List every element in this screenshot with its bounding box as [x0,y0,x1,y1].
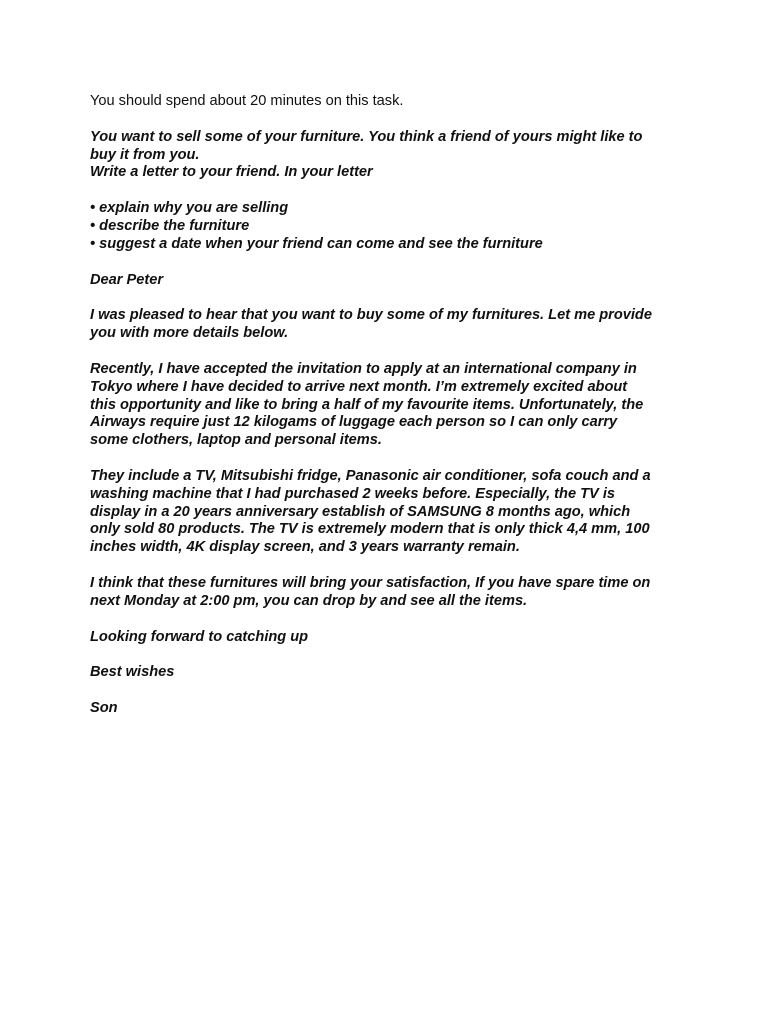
paragraph-line: display in a 20 years anniversary establish of SAMSUNG 8 months ago, which [90,503,631,520]
task-prompt [90,129,690,182]
paragraph-line: They include a TV, Mitsubishi fridge, Panasonic air conditioner, sofa couch and a [90,467,651,484]
paragraph-line: some clothers, laptop and personal items. [90,432,382,449]
salutation-line: Dear Peter [90,271,164,288]
paragraph-line: inches width, 4K display screen, and 3 years warranty remain. [90,539,520,556]
paragraph-line: Airways require just 12 kilogams of luggage each person so I can only carry [90,414,618,431]
task-line: Write a letter to your friend. In your letter [90,164,373,181]
paragraph-line: this opportunity and like to bring a half of my favourite items. Unfortunately, the [90,396,644,413]
letter-paragraph-4 [90,575,690,611]
signature-line: Son [90,700,118,717]
letter-paragraph-2 [90,361,690,450]
sign-off-line: Best wishes [90,664,175,681]
letter-signature [90,700,690,718]
task-bullet-list [90,200,690,253]
bullet-item: • suggest a date when your friend can come and see the furniture [90,235,543,252]
letter-paragraph-1 [90,307,690,343]
document-page [90,93,690,736]
letter-salutation [90,272,690,290]
task-line: You want to sell some of your furniture. You think a friend of yours might like to [90,128,643,145]
closing-line: Looking forward to catching up [90,628,309,645]
paragraph-line: only sold 80 products. The TV is extremely modern that is only thick 4,4 mm, 100 [90,521,650,538]
paragraph-line: Recently, I have accepted the invitation to apply at an international company in [90,360,637,377]
letter-sign-off [90,664,690,682]
paragraph-line: washing machine that I had purchased 2 weeks before. Especially, the TV is [90,485,616,502]
instruction-text [90,93,690,111]
paragraph-line: I was pleased to hear that you want to buy some of my furnitures. Let me provide [90,307,652,324]
letter-paragraph-3 [90,468,690,557]
paragraph-line: next Monday at 2:00 pm, you can drop by and see all the items. [90,592,528,609]
paragraph-line: Tokyo where I have decided to arrive next month. I’m extremely excited about [90,378,628,395]
letter-closing-line [90,629,690,647]
bullet-item: • explain why you are selling [90,200,289,217]
paragraph-line: you with more details below. [90,325,289,342]
task-line: buy it from you. [90,146,200,163]
instruction-line: You should spend about 20 minutes on this task. [90,93,404,109]
bullet-item: • describe the furniture [90,217,250,234]
paragraph-line: I think that these furnitures will bring your satisfaction, If you have spare time on [90,574,651,591]
